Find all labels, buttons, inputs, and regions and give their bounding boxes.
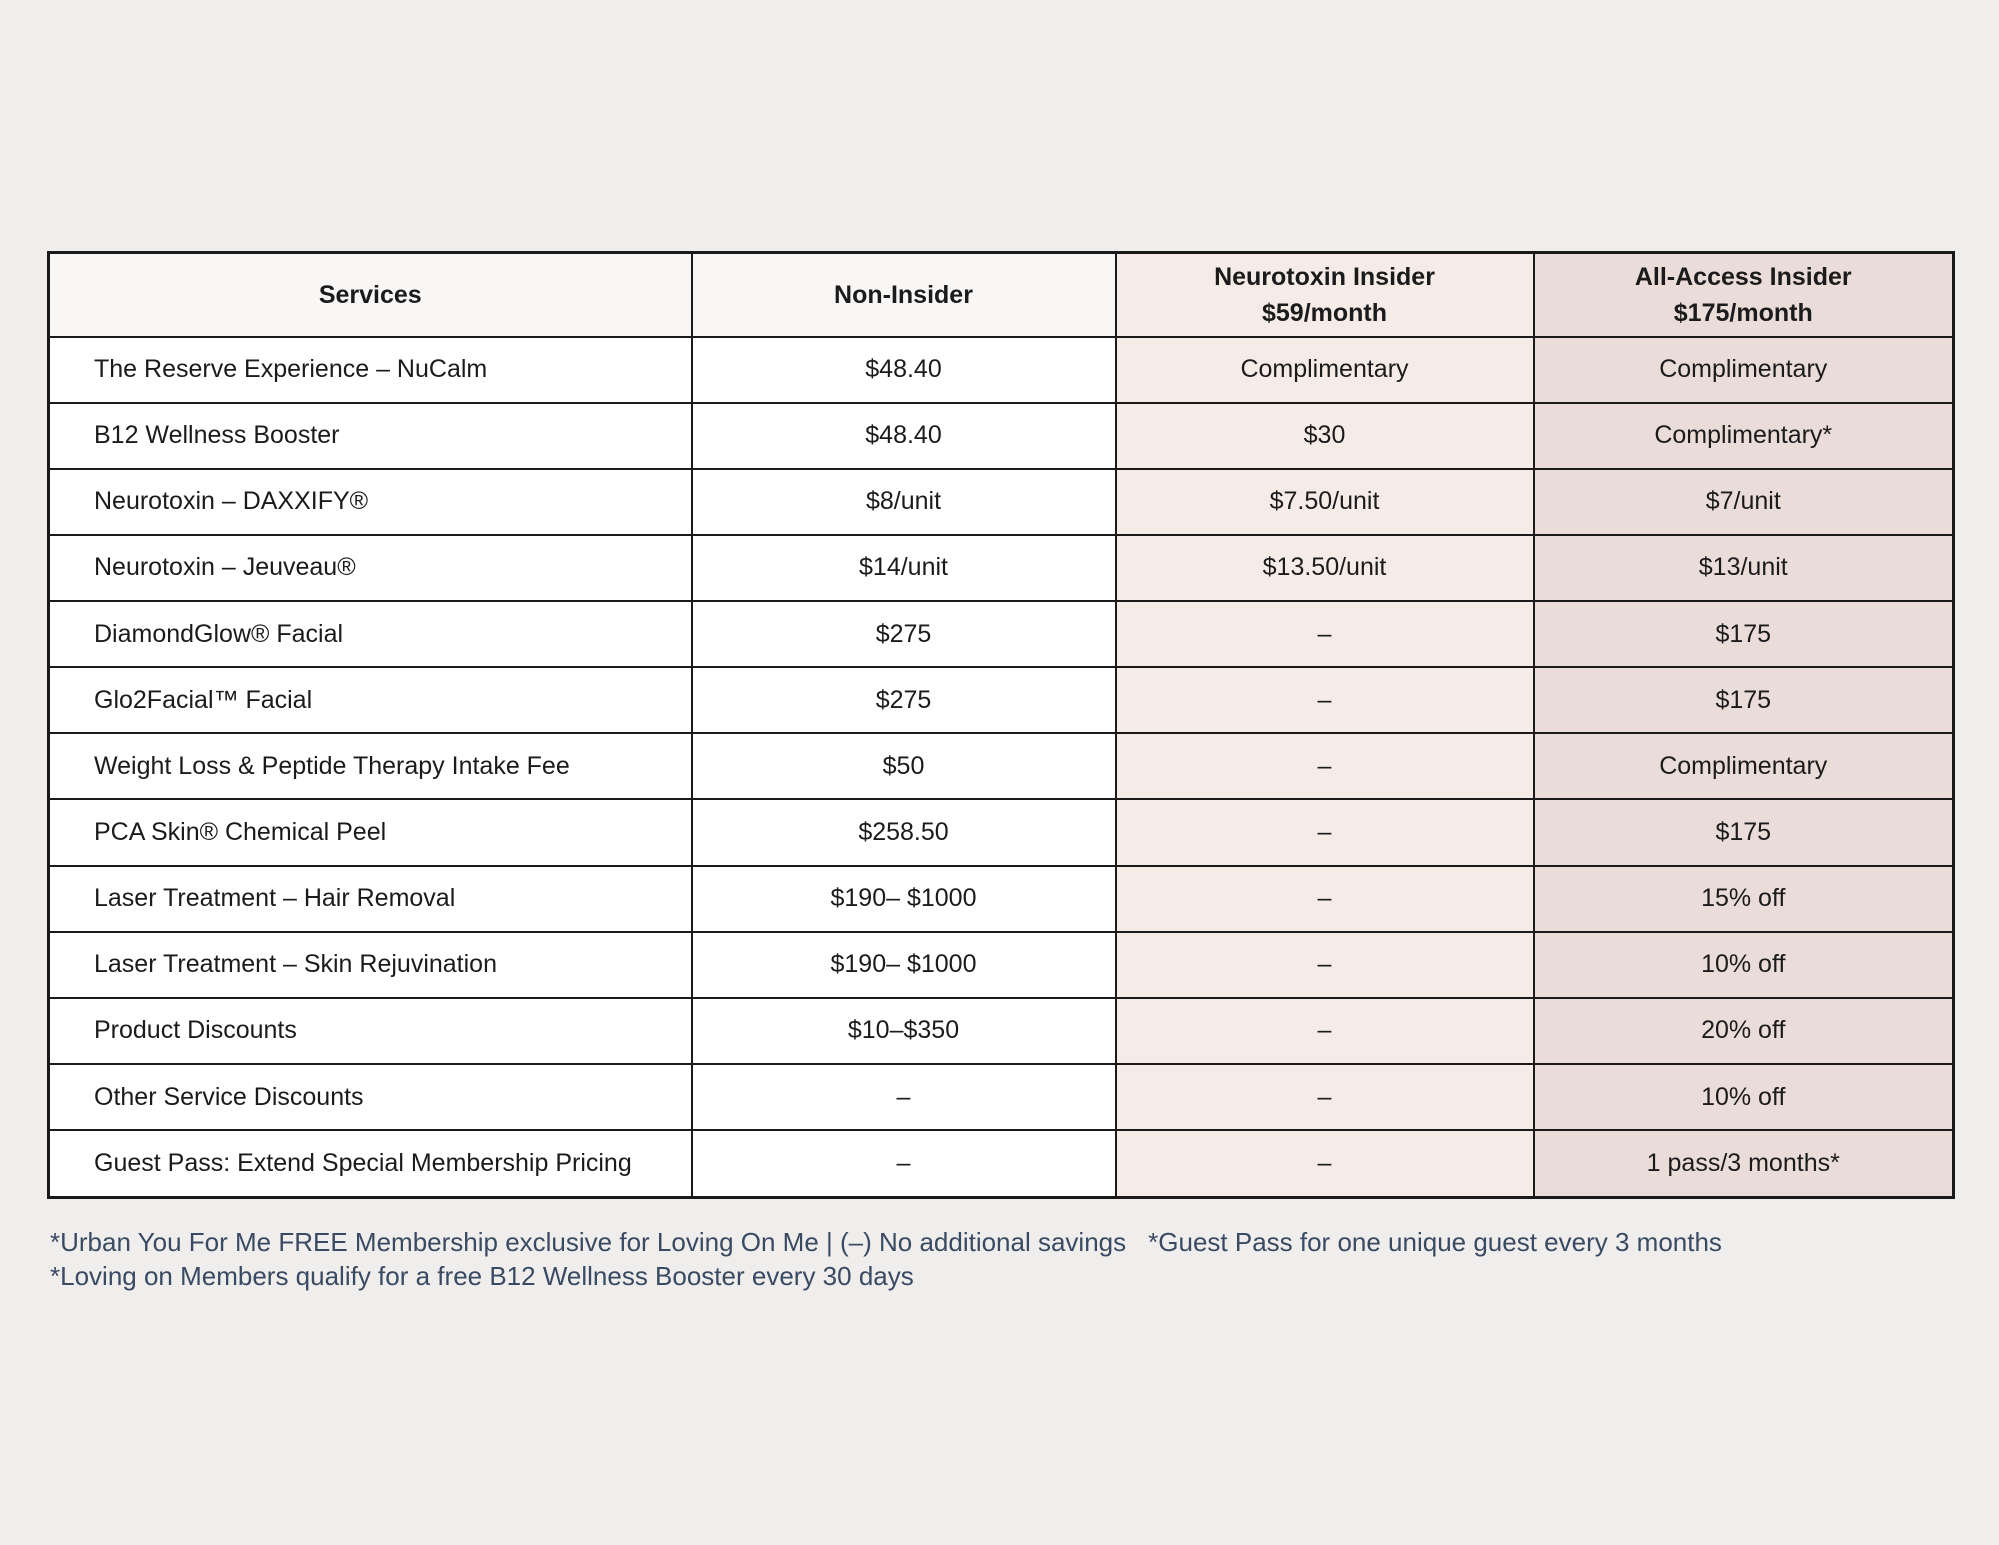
header-neurotoxin-insider xyxy=(1116,253,1534,337)
all-access-insider-price: $175/month xyxy=(1673,298,1813,327)
all-access-insider-value: 20% off xyxy=(1534,998,1954,1064)
neurotoxin-insider-value: – xyxy=(1116,733,1534,799)
footnote-b12: *Loving on Members qualify for a free B12 Wellness Booster every 30 days xyxy=(50,1261,914,1291)
neurotoxin-insider-value: – xyxy=(1116,601,1534,667)
all-access-insider-value: Complimentary xyxy=(1534,337,1954,403)
all-access-insider-value: $175 xyxy=(1534,667,1954,733)
neurotoxin-insider-price: $59/month xyxy=(1261,298,1388,327)
all-access-insider-value: 10% off xyxy=(1534,1064,1954,1130)
table-row xyxy=(49,932,1954,998)
neurotoxin-insider-value: Complimentary xyxy=(1116,337,1534,403)
non-insider-price: $10–$350 xyxy=(692,998,1116,1064)
service-name: Glo2Facial™ Facial xyxy=(49,667,692,733)
table-row xyxy=(49,469,1954,535)
non-insider-price: $190– $1000 xyxy=(692,866,1116,932)
service-name: Laser Treatment – Hair Removal xyxy=(49,866,692,932)
neurotoxin-insider-value: – xyxy=(1116,998,1534,1064)
all-access-insider-value: $13/unit xyxy=(1534,535,1954,601)
all-access-insider-value: $7/unit xyxy=(1534,469,1954,535)
table-row xyxy=(49,799,1954,865)
footnote-membership: *Urban You For Me FREE Membership exclusive for Loving On Me | (–) No additional savings xyxy=(50,1227,1127,1257)
service-name: B12 Wellness Booster xyxy=(49,403,692,469)
non-insider-price: $8/unit xyxy=(692,469,1116,535)
neurotoxin-insider-value: $13.50/unit xyxy=(1116,535,1534,601)
service-name: Weight Loss & Peptide Therapy Intake Fee xyxy=(49,733,692,799)
neurotoxin-insider-value: – xyxy=(1116,799,1534,865)
all-access-insider-value: 15% off xyxy=(1534,866,1954,932)
neurotoxin-insider-value: $30 xyxy=(1116,403,1534,469)
service-name: Product Discounts xyxy=(49,998,692,1064)
header-row xyxy=(49,253,1954,337)
all-access-insider-value: Complimentary xyxy=(1534,733,1954,799)
table-row xyxy=(49,667,1954,733)
non-insider-price: $275 xyxy=(692,601,1116,667)
non-insider-price: $14/unit xyxy=(692,535,1116,601)
non-insider-price: $258.50 xyxy=(692,799,1116,865)
all-access-insider-value: Complimentary* xyxy=(1534,403,1954,469)
all-access-insider-value: $175 xyxy=(1534,601,1954,667)
footnote-line-1 xyxy=(50,1225,1722,1259)
neurotoxin-insider-value: – xyxy=(1116,1130,1534,1197)
neurotoxin-insider-value: – xyxy=(1116,866,1534,932)
footnotes xyxy=(50,1225,1722,1293)
header-all-access-insider xyxy=(1534,253,1954,337)
table-row xyxy=(49,403,1954,469)
neurotoxin-insider-value: – xyxy=(1116,667,1534,733)
all-access-insider-value: 10% off xyxy=(1534,932,1954,998)
table-row xyxy=(49,1130,1954,1197)
service-name: Neurotoxin – DAXXIFY® xyxy=(49,469,692,535)
table-row xyxy=(49,866,1954,932)
table-row xyxy=(49,535,1954,601)
all-access-insider-name: All-Access Insider xyxy=(1634,262,1852,291)
neurotoxin-insider-value: – xyxy=(1116,1064,1534,1130)
header-services: Services xyxy=(49,253,692,337)
service-name: Laser Treatment – Skin Rejuvination xyxy=(49,932,692,998)
non-insider-price: $50 xyxy=(692,733,1116,799)
neurotoxin-insider-value: – xyxy=(1116,932,1534,998)
non-insider-price: – xyxy=(692,1064,1116,1130)
service-name: The Reserve Experience – NuCalm xyxy=(49,337,692,403)
all-access-insider-value: $175 xyxy=(1534,799,1954,865)
footnote-guest-pass: *Guest Pass for one unique guest every 3 months xyxy=(1148,1227,1722,1257)
service-name: PCA Skin® Chemical Peel xyxy=(49,799,692,865)
non-insider-price: $48.40 xyxy=(692,337,1116,403)
non-insider-price: $275 xyxy=(692,667,1116,733)
neurotoxin-insider-name: Neurotoxin Insider xyxy=(1214,262,1435,291)
membership-pricing-table xyxy=(47,251,1955,1199)
service-name: Other Service Discounts xyxy=(49,1064,692,1130)
header-non-insider: Non-Insider xyxy=(692,253,1116,337)
non-insider-price: $48.40 xyxy=(692,403,1116,469)
table-row xyxy=(49,733,1954,799)
service-name: Neurotoxin – Jeuveau® xyxy=(49,535,692,601)
table-row xyxy=(49,601,1954,667)
table-row xyxy=(49,998,1954,1064)
service-name: Guest Pass: Extend Special Membership Pricing xyxy=(49,1130,692,1197)
all-access-insider-value: 1 pass/3 months* xyxy=(1534,1130,1954,1197)
neurotoxin-insider-value: $7.50/unit xyxy=(1116,469,1534,535)
table-row xyxy=(49,337,1954,403)
non-insider-price: $190– $1000 xyxy=(692,932,1116,998)
table-row xyxy=(49,1064,1954,1130)
service-name: DiamondGlow® Facial xyxy=(49,601,692,667)
non-insider-price: – xyxy=(692,1130,1116,1197)
